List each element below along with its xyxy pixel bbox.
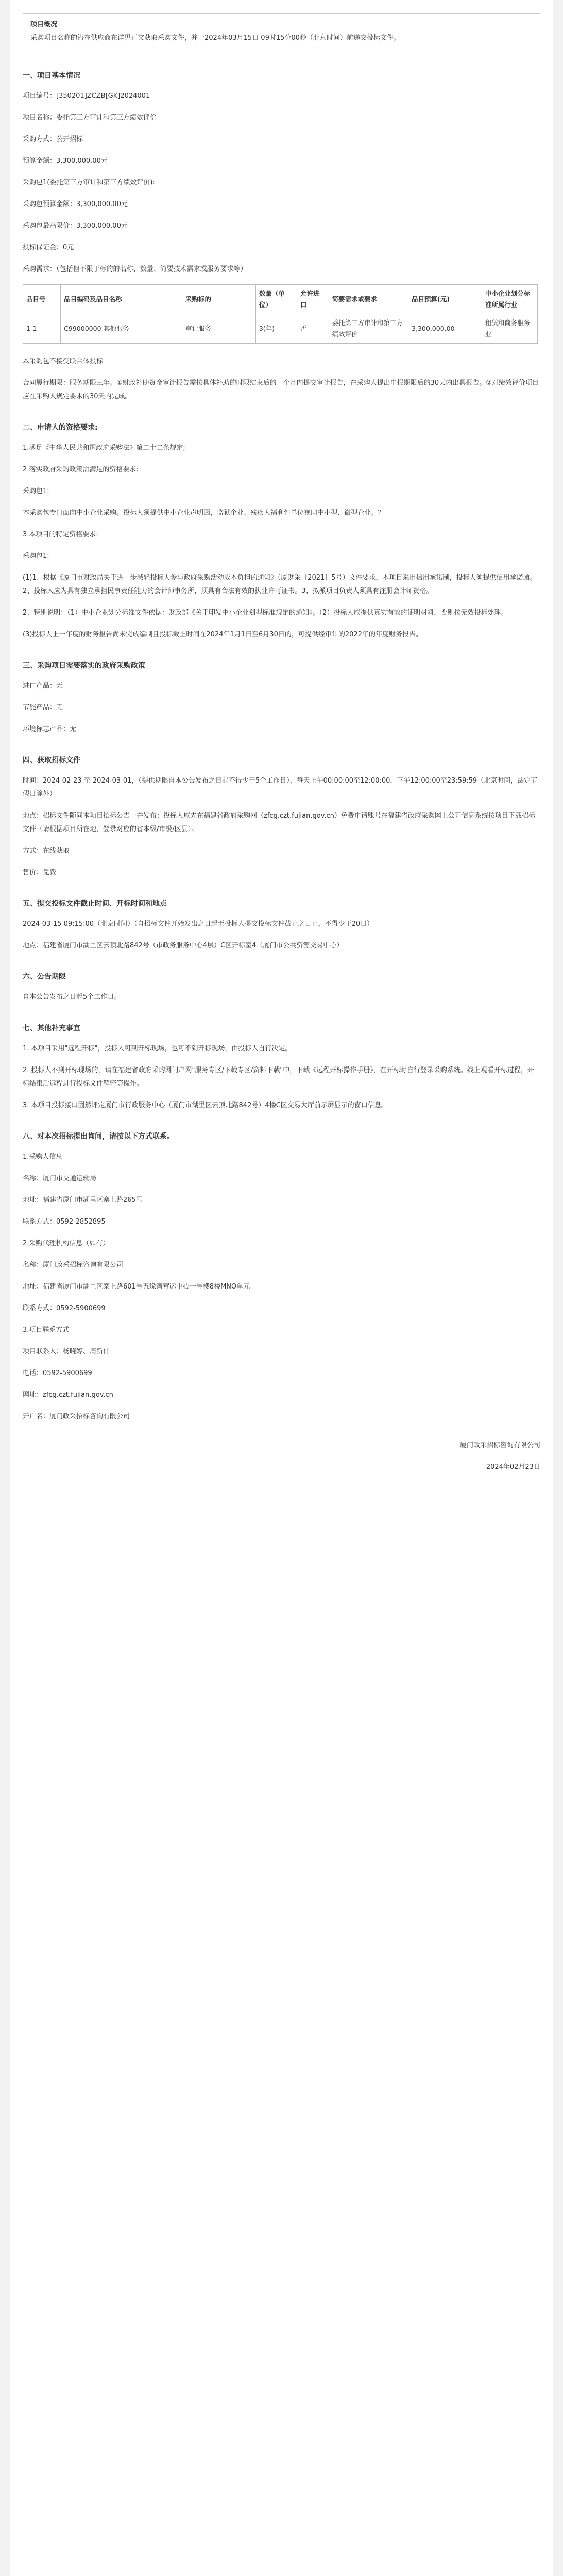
notice-title: 项目概况 (30, 21, 58, 28)
table-row (23, 314, 538, 344)
section1-heading: 一、项目基本情况 (23, 72, 80, 80)
req-line-7: (1)1、根据《厦门市财政局关于进一步减轻投标人参与政府采购活动成本负担的通知》（厦财采〔2021〕5号）文件要求，本项目采用信用承诺制，投标人须提供信用承诺函。2、投标人应为具有独立承担民事责任能力的会计师事务所，须具有合法有效的执业许可证书。3、拟派项目负责人须具有注册会计师资格。 (23, 574, 537, 595)
req-line-4: 本采购包专门面向中小企业采购。投标人须提供中小企业声明函，监狱企业、残疾人福利性单位视同中小型、微型企业。？ (23, 509, 385, 517)
package1-label: 采购包1(委托第三方审计和第三方绩效评价): (23, 179, 155, 187)
contact-line: 联系方式：0592-2852895 (23, 1218, 106, 1226)
deadline-time: 2024-03-15 09:15:00（北京时间）（自招标文件开始发出之日起至投标人提交投标文件截止之日止，不得少于20日） (23, 920, 374, 928)
signature-block (23, 1439, 540, 1474)
obtain-price: 售价：免费 (23, 869, 57, 876)
contract-term: 合同履行期限：服务期限三年。①财政补助资金审计报告需按具体补助的时限结束后的一个月内提交审计报告，在采购人提出申报期限后的30天内出具报告。②对绩效评价项目应在采购人规定要求的30天内完成。 (23, 379, 539, 400)
contact-line: 1.采购人信息 (23, 1153, 63, 1161)
requirements-table (23, 284, 538, 344)
contact-line: 地址：福建省厦门市湖里区寨上路265号 (23, 1196, 143, 1204)
cell-industry: 租赁和商务服务业 (482, 314, 537, 344)
req-line-6: 采购包1: (23, 552, 49, 560)
th-item-no: 品目号 (23, 285, 61, 314)
section7-heading: 七、其他补充事宜 (23, 1024, 80, 1032)
no-consortium-note: 本采购包不接受联合体投标 (23, 358, 104, 365)
contact-line: 项目联系人：杨晓婷、周新伟 (23, 1348, 110, 1355)
policy-environment: 环境标志产品：无 (23, 725, 77, 733)
section6-heading: 六、公告期限 (23, 973, 66, 981)
project-number: 项目编号：[350201]ZCZB[GK]2024001 (23, 92, 150, 100)
obtain-place: 地点：招标文件随同本项目招标公告一并发布；投标人应先在福建省政府采购网（zfcg.czt.fujian.gov.cn）免费申请账号在福建省政府采购网上公开信息系统按项目下载招标文件（请根据项目所在地，登录对应的省本级/市级/区县）。 (23, 812, 535, 833)
notice-text: 采购项目名称的潜在供应商在详见正文获取采购文件，并于2024年03月15日 09时15分00秒（北京时间）前递交投标文件。 (30, 34, 400, 42)
package-budget: 采购包预算金额：3,300,000.00元 (23, 200, 128, 208)
project-name: 项目名称：委托第三方审计和第三方绩效评价 (23, 114, 157, 122)
other-3: 3. 本项目投标接口固然评定厦门市行政服务中心（厦门市湖里区云顶北路842号）4楼C区交易大厅前示屏显示的窗口信息。 (23, 1101, 388, 1109)
other-1: 1. 本项目采用"远程开标"，投标人可到开标现场，也可不到开标现场，由投标人自行决定。 (23, 1045, 292, 1053)
cell-requirements: 委托第三方审计和第三方绩效评价 (329, 314, 408, 344)
notice-box (23, 13, 540, 49)
cell-quantity: 3(年) (255, 314, 297, 344)
th-import: 允许进口 (297, 285, 329, 314)
req-line-1: 1.满足《中华人民共和国政府采购法》第二十二条规定; (23, 444, 185, 452)
th-item-code: 品目编码及品目名称 (61, 285, 182, 314)
contact-line: 地址：福建省厦门市湖里区寨上路601号五缘湾营运中心一号楼8楼MNO单元 (23, 1283, 250, 1291)
contact-line: 2.采购代理机构信息（如有） (23, 1240, 110, 1247)
contact-line: 联系方式：0592-5900699 (23, 1304, 106, 1312)
cell-item-no: 1-1 (23, 314, 61, 344)
document-page (10, 0, 553, 2576)
website-link[interactable]: 网址：zfcg.czt.fujian.gov.cn (23, 1391, 113, 1399)
section4-heading: 四、获取招标文件 (23, 756, 80, 765)
section5-heading: 五、提交投标文件截止时间、开标时间和地点 (23, 900, 167, 908)
policy-energy: 节能产品：无 (23, 704, 63, 711)
procurement-method: 采购方式：公开招标 (23, 135, 83, 143)
signature-date: 2024年02月23日 (486, 1463, 540, 1471)
contact-line: 名称：厦门市交通运输局 (23, 1175, 97, 1182)
obtain-method: 方式：在线获取 (23, 847, 70, 855)
req-line-3: 采购包1: (23, 487, 49, 495)
req-line-9: (3)投标人上一年度的财务报告尚未完成编制且投标截止时间在2024年1月1日至6月30日的，可提供经审计的2022年的年度财务报告。 (23, 631, 422, 638)
cell-import: 否 (297, 314, 329, 344)
procurement-needs: 采购需求：（包括但不限于标的的名称、数量、简要技术需求或服务要求等） (23, 265, 247, 273)
notice-period: 自本公告发布之日起5个工作日。 (23, 993, 121, 1001)
package-max-price: 采购包最高限价：3,300,000.00元 (23, 222, 128, 230)
th-quantity: 数量（单位） (255, 285, 297, 314)
th-budget: 品目预算(元) (408, 285, 482, 314)
cell-item-code: C99000000-其他服务 (61, 314, 182, 344)
table-header-row (23, 285, 538, 314)
contact-line: 名称：厦门政采招标咨询有限公司 (23, 1261, 124, 1269)
req-line-2: 2.落实政府采购政策需满足的资格要求: (23, 466, 139, 473)
bid-bond: 投标保证金：0元 (23, 244, 74, 251)
th-target: 采购标的 (182, 285, 255, 314)
req-line-8: 2、特别说明：（1）中小企业划分标准文件依据：财政部《关于印发中小企业划型标准规定的通知》。（2）投标人应提供真实有效的证明材料，否则按无效投标处理。 (23, 609, 508, 617)
signature-company: 厦门政采招标咨询有限公司 (459, 1442, 540, 1449)
section8-heading: 八、对本次招标提出询问，请按以下方式联系。 (23, 1132, 174, 1141)
section2-heading: 二、申请人的资格要求: (23, 423, 98, 432)
contact-line: 3.项目联系方式 (23, 1326, 70, 1334)
contact-line: 电话：0592-5900699 (23, 1369, 92, 1377)
other-2: 2. 投标人不到开标现场的，请在福建省政府采购网门户网"服务专区/下载专区/资料下载"中，下载《远程开标操作手册》，在开标时自行登录采购系统。线上观看开标过程，开标结束后远程进行投标文件解密等操作。 (23, 1066, 534, 1088)
section3-heading: 三、采购项目需要落实的政府采购政策 (23, 662, 145, 670)
cell-target: 审计服务 (182, 314, 255, 344)
policy-import: 进口产品：无 (23, 682, 63, 690)
contact-line: 开户名：厦门政采招标咨询有限公司 (23, 1413, 130, 1420)
budget-amount: 预算金额：3,300,000.00元 (23, 157, 108, 165)
req-line-5: 3.本项目的特定资格要求: (23, 531, 98, 538)
cell-budget: 3,300,000.00 (408, 314, 482, 344)
deadline-place: 地点：福建省厦门市湖里区云顶北路842号（市政务服务中心4层）C区开标室4（厦门市公共资源交易中心） (23, 942, 344, 950)
obtain-time: 时间：2024-02-23 至 2024-03-01，（提供期限自本公告发布之日起不得少于5个工作日），每天上午00:00:00至12:00:00，下午12:00:00至23:59:59（北京时间，法定节假日除外） (23, 777, 538, 798)
th-industry: 中小企业划分标准所属行业 (482, 285, 537, 314)
th-requirements: 简要需求或要求 (329, 285, 408, 314)
